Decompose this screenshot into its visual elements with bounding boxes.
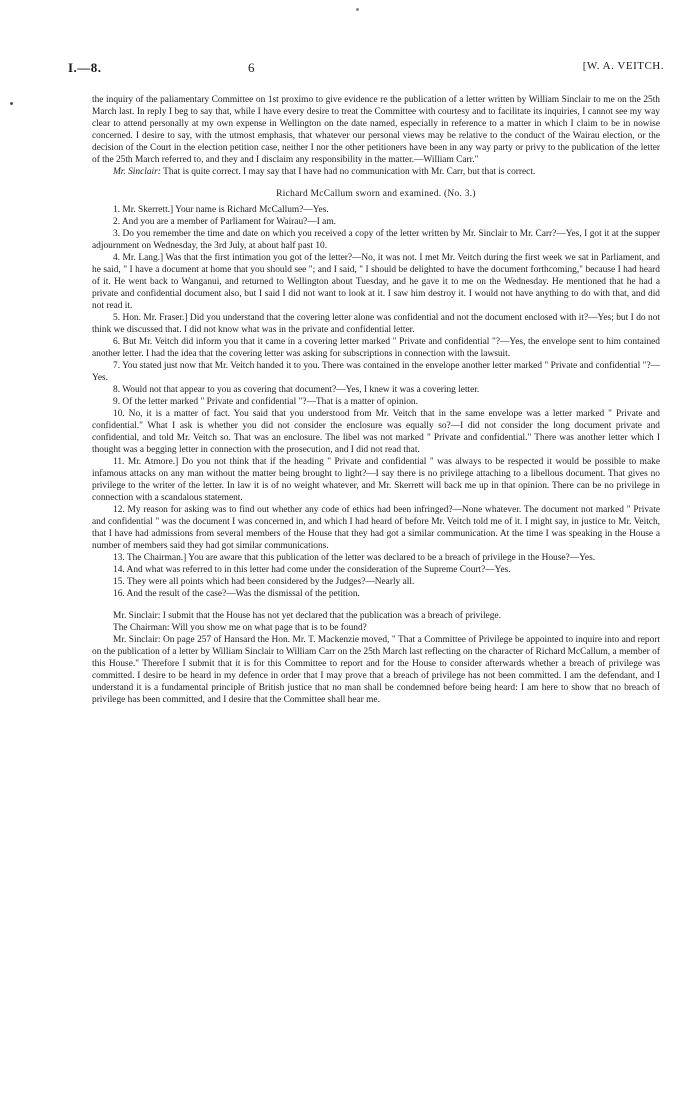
paragraph: 4. Mr. Lang.] Was that the first intimation you got of the letter?—No, it was not. I met Mr. Veitch during the first week we sat in Parliament, and he said, " I have a document at home that you should see "; and I said, " I should be delighted to have the document forthcoming," because I had heard of it. He went back to Wanganui, and returned to Wellington about Tuesday, and he gave it to me on the Wednesday. He mentioned that he had a private and confidential document also, but I said I did not want to look at it. I saw him destroy it. I would not have anything to do with that, and did not read it.	[92, 253, 660, 311]
paragraph: the inquiry of the paliamentary Committee on 1st proximo to give evidence re the publication of a letter written by William Sinclair to me on the 25th March last. In reply I beg to say that, while I have every desire to treat the Committee with courtesy and to facilitate its inquiries, I cannot see my way clear to attend personally at my own expense in Wellington on the date named, especially in reference to a matter in which I claim to be in nowise concerned. I desire to say, with the utmost emphasis, that whatever our personal views may be relative to the conduct of the Wairau election, or the decision of the Court in the election petition case, neither I nor the other petitioners have been in any way party or privy to the publication of the letter of the 25th March referred to, and they and I disclaim any responsibility in the matter.—William Carr."	[92, 95, 660, 165]
paragraph: 2. And you are a member of Parliament for Wairau?—I am.	[113, 217, 336, 227]
paragraph: The Chairman: Will you show me on what page that is to be found?	[113, 623, 367, 633]
paragraph: 12. My reason for asking was to find out whether any code of ethics had been infringed?—None whatever. The document not marked " Private and confidential " was the document I was concerned in, and which I had heard of before Mr. Veitch told me of it. I might say, in justice to Mr. Veitch, that I have had admissions from several members of the House that they had got a similar communication. At the time I was speaking in the House a number of members said they had got similar communications.	[92, 505, 660, 551]
section-heading: Richard McCallum sworn and examined. (No. 3.)	[276, 189, 476, 199]
margin-speck	[10, 102, 13, 105]
paragraph: 7. You stated just now that Mr. Veitch handed it to you. There was contained in the envelope another letter marked " Private and confidential "?—Yes.	[92, 361, 660, 383]
paragraph	[92, 166, 660, 178]
page-number: 6	[248, 60, 255, 75]
paragraph: 3. Do you remember the time and date on which you received a copy of the letter written by Mr. Sinclair to Mr. Carr?—Yes, I got it at the supper adjournment on Wednesday, the 3rd July, at about half past 10.	[92, 229, 660, 251]
page-speck	[356, 8, 359, 11]
page-header	[68, 60, 664, 82]
paragraph: Mr. Sinclair: On page 257 of Hansard the Hon. Mr. T. Mackenzie moved, " That a Committee of Privilege be appointed to inquire into and report on the publication of a letter by William Sinclair to William Carr on the 25th March last reflecting on the character of Richard McCallum, a member of this House." Therefore I submit that it is for this Committee to report and for the House to consider afterwards whether a breach of privilege was committed. I desire to be heard in my defence in order that I may prove that a breach of privilege has not been committed. I am the defendant, and I understand it is a fundamental principle of British justice that no man shall be condemned before being heard: I am here to show that no breach of privilege has been committed, and I desire that the Committee shall hear me.	[92, 635, 660, 705]
header-witness: [W. A. VEITCH.	[582, 60, 664, 72]
paragraph-text: That is quite correct. I may say that I have had no communication with Mr. Carr, but that is correct.	[160, 167, 536, 177]
speaker-label: Mr. Sinclair:	[113, 167, 161, 177]
document-body	[92, 94, 660, 706]
paragraph: 9. Of the letter marked " Private and confidential "?—That is a matter of opinion.	[113, 397, 418, 407]
paragraph: 1. Mr. Skerrett.] Your name is Richard McCallum?—Yes.	[113, 205, 329, 215]
header-reference: I.—8.	[68, 60, 102, 75]
paragraph: 8. Would not that appear to you as covering that document?—Yes, I knew it was a covering letter.	[113, 385, 480, 395]
paragraph: 6. But Mr. Veitch did inform you that it came in a covering letter marked " Private and confidential "?—Yes, the envelope sent to him contained another letter. I had the idea that the covering letter was asking for subscriptions in connection with the lawsuit.	[92, 337, 660, 359]
paragraph: 13. The Chairman.] You are aware that this publication of the letter was declared to be a breach of privilege in the House?—Yes.	[113, 553, 596, 563]
paragraph: 11. Mr. Atmore.] Do you not think that if the heading " Private and confidential " was always to be respected it would be possible to make infamous attacks on any man without the matter being brought to light?—I say there is no privilege attaching to a libellous document. That gives no privilege to the writer of the letter. In law it is of no weight whatever, and Mr. Skerrett will back me up in that opinion. There can be no privilege in connection with a scandalous statement.	[92, 457, 660, 503]
paragraph: Mr. Sinclair: I submit that the House has not yet declared that the publication was a breach of privilege.	[113, 611, 501, 621]
paragraph: 5. Hon. Mr. Fraser.] Did you understand that the covering letter alone was confidential and not the document enclosed with it?—Yes; but I do not think we discussed that. I did not know what was in the private and confidential letter.	[92, 313, 660, 335]
paragraph: 16. And the result of the case?—Was the dismissal of the petition.	[113, 589, 360, 599]
paragraph: 14. And what was referred to in this letter had come under the consideration of the Supreme Court?—Yes.	[113, 565, 511, 575]
paragraph: 15. They were all points which had been considered by the Judges?—Nearly all.	[113, 577, 415, 587]
paragraph: 10. No, it is a matter of fact. You said that you understood from Mr. Veitch that in the same envelope was a letter marked " Private and confidential." What I ask is whether you did not consider the enclosure was equally so?—I did not consider the long document private and confidential, and told Mr. Veitch so. That was an enclosure. The libel was not marked " Private and confidential." There was another letter which I thought was a begging letter in connection with the prosecution, and I did not read that.	[92, 409, 660, 455]
